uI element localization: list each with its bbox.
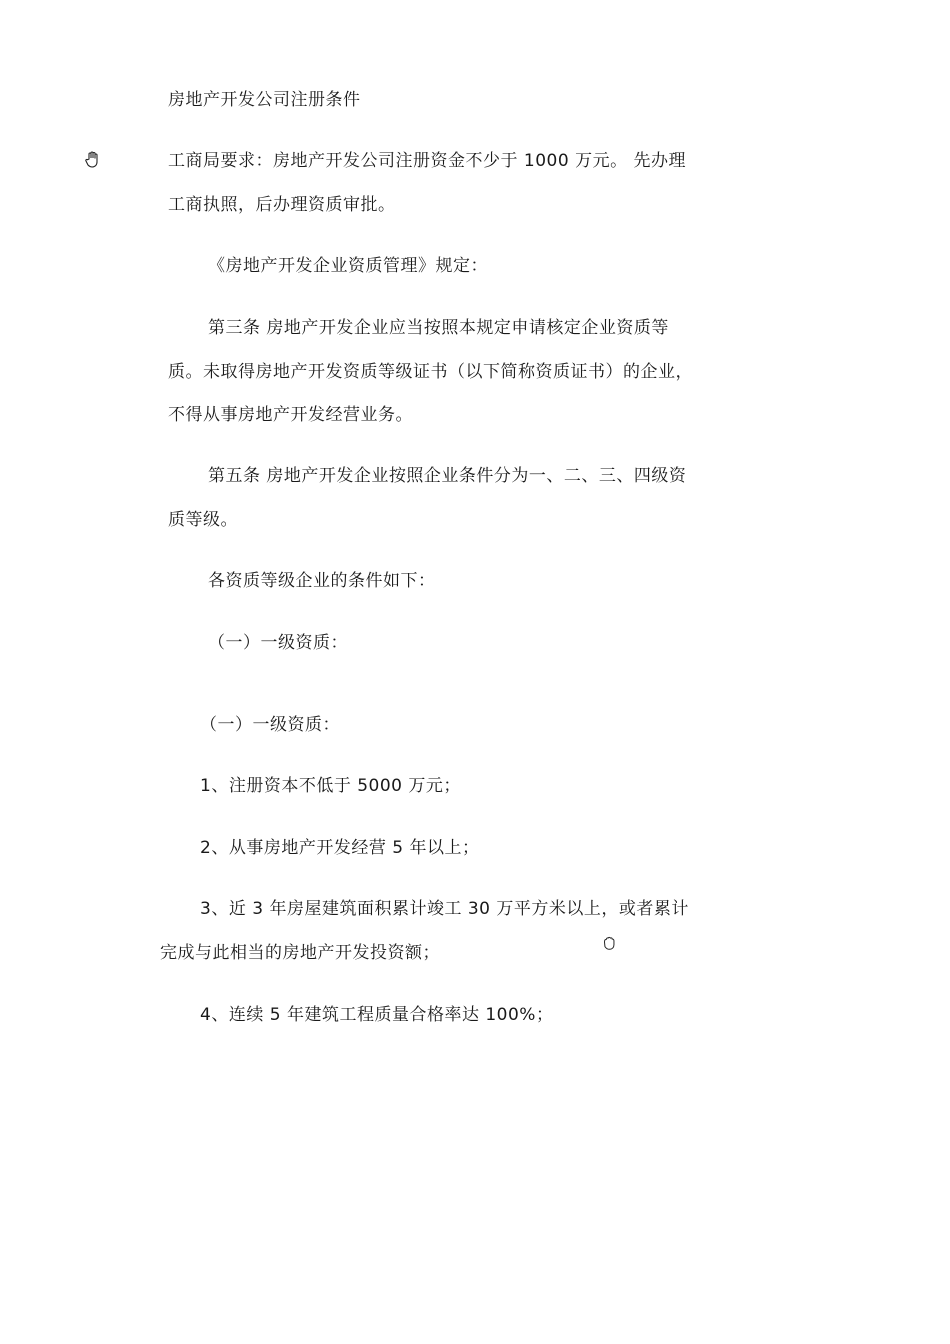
grab-cursor-icon	[600, 934, 618, 952]
paragraph-3-line-1: 第三条 房地产开发企业应当按照本规定申请核定企业资质等	[208, 318, 669, 338]
heading-level-1a: （一）一级资质：	[208, 633, 348, 653]
hand-cursor-icon	[83, 150, 103, 170]
paragraph-4-line-1: 第五条 房地产开发企业按照企业条件分为一、二、三、四级资	[208, 466, 687, 486]
list-item-3-line-2: 完成与此相当的房地产开发投资额；	[160, 943, 440, 963]
document-title: 房地产开发公司注册条件	[168, 90, 361, 110]
paragraph-1-line-2: 工商执照，后办理资质审批。	[168, 195, 396, 215]
list-item-2: 2、从事房地产开发经营 5 年以上；	[200, 838, 480, 858]
paragraph-4-line-2: 质等级。	[168, 510, 238, 530]
paragraph-3-line-3: 不得从事房地产开发经营业务。	[168, 405, 413, 425]
paragraph-3-line-2: 质。未取得房地产开发资质等级证书（以下简称资质证书）的企业，	[168, 362, 693, 382]
paragraph-1-line-1: 工商局要求：房地产开发公司注册资金不少于 1000 万元。 先办理	[168, 151, 686, 171]
paragraph-2: 《房地产开发企业资质管理》规定：	[208, 256, 488, 276]
heading-level-1b: （一）一级资质：	[200, 715, 340, 735]
list-item-4: 4、连续 5 年建筑工程质量合格率达 100%；	[200, 1005, 554, 1025]
list-item-3-line-1: 3、近 3 年房屋建筑面积累计竣工 30 万平方米以上，或者累计	[200, 899, 689, 919]
list-item-1: 1、注册资本不低于 5000 万元；	[200, 776, 461, 796]
paragraph-5: 各资质等级企业的条件如下：	[208, 571, 436, 591]
